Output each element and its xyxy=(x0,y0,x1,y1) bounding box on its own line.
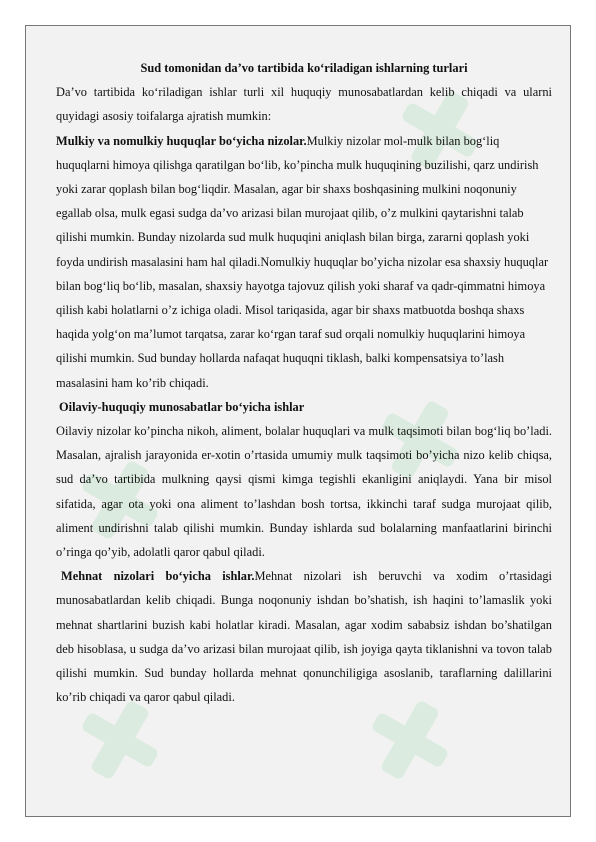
section-heading: Oilaviy-huquqiy munosabatlar bo‘yicha ishlar xyxy=(59,399,305,414)
document-title: Sud tomonidan da’vo tartibida ko‘riladigan ishlarning turlari xyxy=(140,61,468,75)
section-body: Mehnat nizolari ish beruvchi va xodim o’rtasidagi munosabatlardan kelib chiqadi. Bunga noqonuniy ishdan bo’shatish, ish haqini to’lamaslik yoki mehnat shartlarini buzish kabi holatlar kiradi. Masalan, agar xodim sababsiz ishdan bo’shatilgan deb hisoblasa, u sudga da’vo arizasi bilan murojaat qilib, ish joyiga qayta tiklanishni va tovon talab qilishi mumkin. Sud bunday hollarda mehnat qonunchiligiga asoslanib, taraflarning dalillarini ko’rib chiqadi va qaror qabul qiladi. xyxy=(56,569,553,705)
intro-paragraph: Da’vo tartibida ko‘riladigan ishlar turli xil huquqiy munosabatlardan kelib chiqadi va ularni quyidagi asosiy toifalarga ajratish mumkin: xyxy=(56,85,552,124)
document-body xyxy=(56,56,552,709)
section-property-disputes xyxy=(56,129,552,395)
section-body: Oilaviy nizolar ko’pincha nikoh, aliment, bolalar huquqlari va mulk taqsimoti bilan bog‘liq bo’ladi. Masalan, ajralish jarayonida er-xotin o’rtasida umumiy mulk taqsimoti bo’yicha nizo kelib chiqsa, sud da’vo tartibida mulkning qaysi qismi kimga tegishli ekanligini aniqlaydi. Yana bir misol sifatida, agar ota yoki ona aliment to’lashdan bosh tortsa, ikkinchi taraf sudga murojaat qilib, aliment undirishni talab qilishi mumkin. Bunday ishlarda sud bolalarning manfaatlarini birinchi o’ringa qo’yib, adolatli qaror qabul qiladi. xyxy=(56,424,552,560)
section-labor-disputes xyxy=(56,564,552,709)
section-body: Mulkiy nizolar mol-mulk bilan bog‘liq huquqlarni himoya qilishga qaratilgan bo‘lib, ko’pincha mulk huquqining buzilishi, qarz undirish yoki zarar qoplash bilan bog‘liqdir. Masalan, agar bir shaxs boshqasining mulkini noqonuniy egallab olsa, mulk egasi sudga da’vo arizasi bilan murojaat qilib, o’z mulkini qaytarishni talab qilishi mumkin. Bunday nizolarda sud mulk huquqini aniqlash bilan birga, zararni qoplash yoki foyda undirish masalasini ham hal qiladi.Nomulkiy huquqlar bo’yicha nizolar esa shaxsiy huquqlar bilan bog‘liq bo‘lib, masalan, shaxsiy hayotga tajovuz qilish yoki sharaf va qadr-qimmatni himoya qilish kabi holatlarni o’z ichiga oladi. Misol tariqasida, agar bir shaxs matbuotda boshqa shaxs haqida yolg‘on ma’lumot tarqatsa, zarar ko‘rgan taraf sud orqali nomulkiy huquqlarini himoya qilishi mumkin. Sud bunday hollarda nafaqat huquqni tiklash, balki kompensatsiya to’lash masalasini ham ko’rib chiqadi. xyxy=(56,133,549,390)
section-family-disputes xyxy=(56,395,552,419)
section-heading: Mehnat nizolari bo‘yicha ishlar. xyxy=(61,569,255,584)
section-heading: Mulkiy va nomulkiy huquqlar bo‘yicha nizolar. xyxy=(56,133,307,148)
